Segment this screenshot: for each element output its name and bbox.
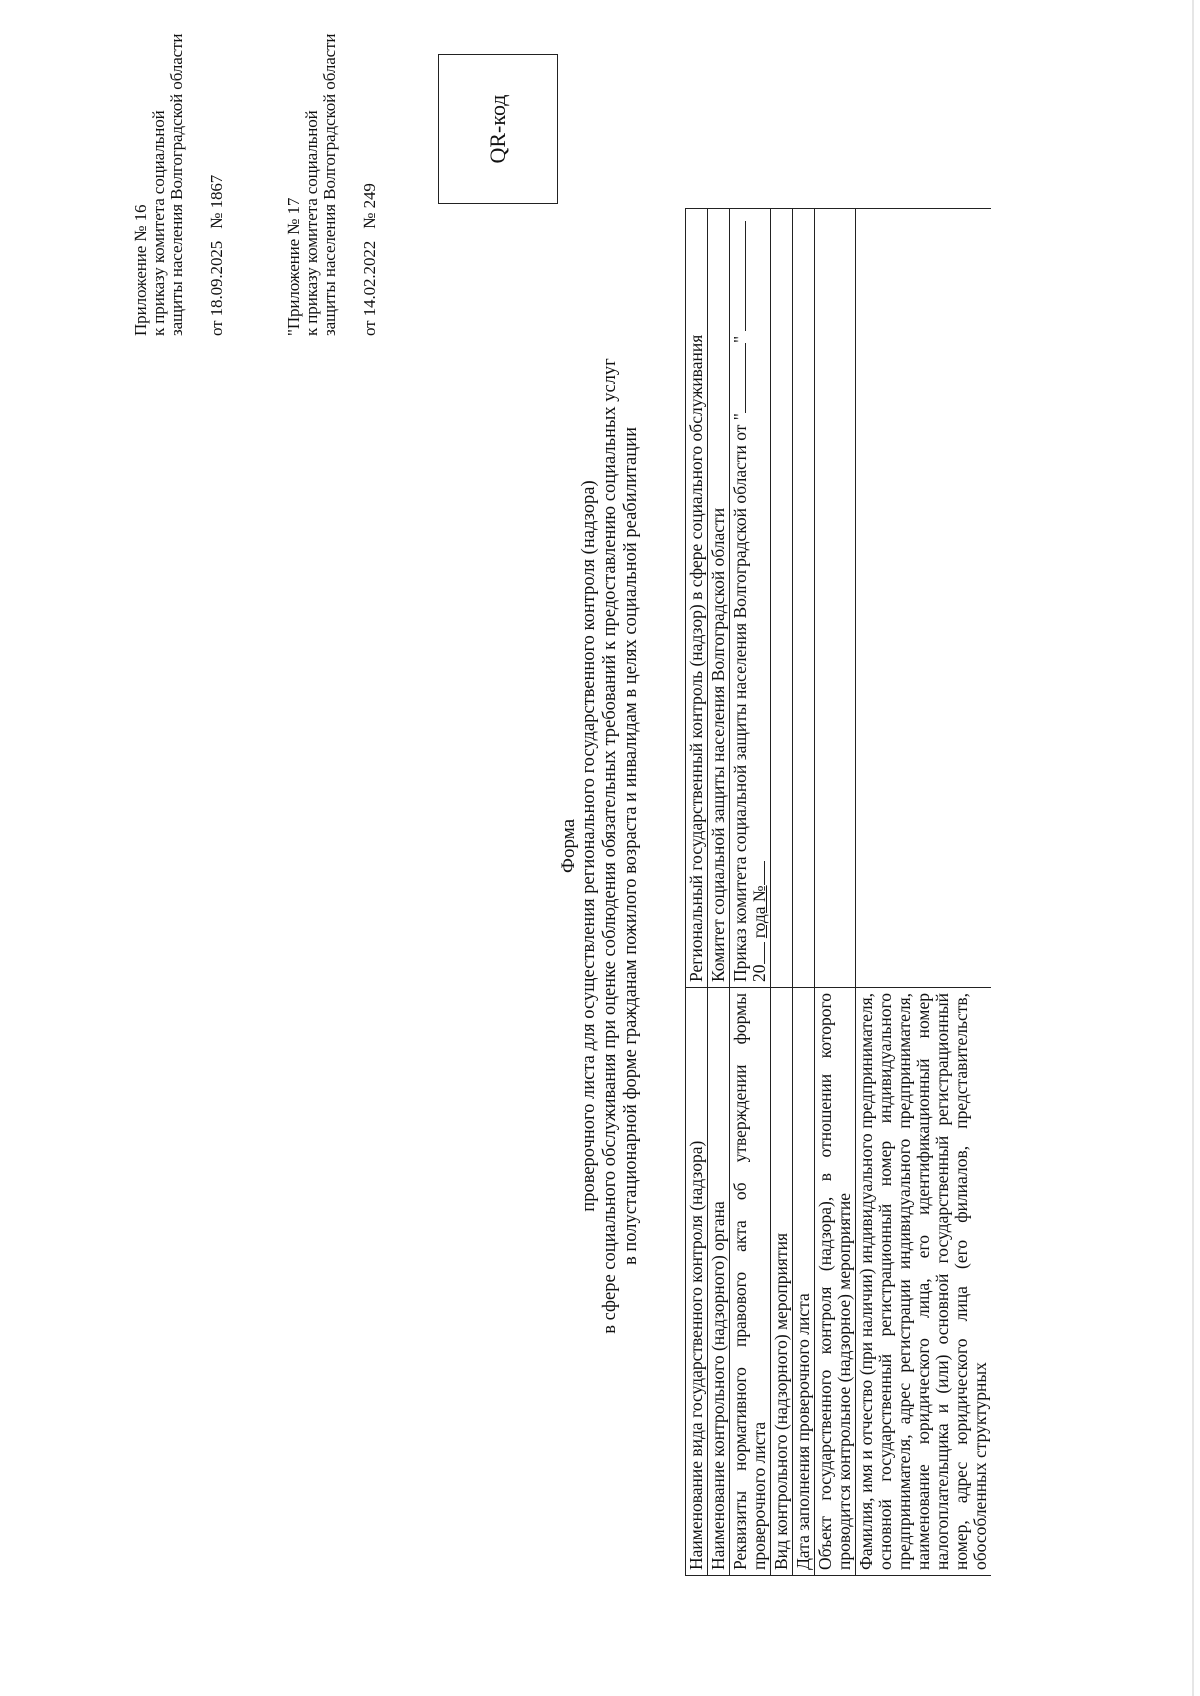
row-value: Региональный государственный контроль (надзор) в сфере социального обслуживания — [686, 209, 708, 988]
appendix-16-title: Приложение № 16 — [131, 204, 150, 336]
order-quote: " — [730, 335, 750, 344]
appendix-16-committee-line: защиты населения Волгоградской области — [167, 33, 186, 336]
number-blank — [750, 861, 765, 885]
appendix-17-committee-line: защиты населения Волгоградской области — [320, 33, 339, 336]
table-row — [771, 209, 793, 1576]
appendix-16-date: от 18.09.2025 — [207, 240, 226, 336]
order-year-prefix: 20 — [749, 964, 769, 982]
row-label: Дата заполнения проверочного листа — [793, 988, 815, 1576]
qr-code-label: QR-код — [485, 94, 510, 164]
form-title-line-3: в полустационарной форме гражданам пожилого возраста и инвалидам в целях социальной реабилитации — [621, 427, 641, 1265]
appendix-17-title: "Приложение № 17 — [284, 197, 303, 336]
table-row — [793, 209, 815, 1576]
table-row — [730, 209, 771, 1576]
table-row — [815, 209, 856, 1576]
form-title — [558, 146, 642, 1546]
form-heading: Форма — [558, 818, 579, 874]
appendix-17-number: № 249 — [360, 183, 379, 229]
row-label: Реквизиты нормативного правового акта об утверждении формы проверочного листа — [730, 988, 771, 1576]
checklist-details-table — [685, 208, 991, 1576]
qr-code-placeholder — [438, 54, 558, 204]
day-blank — [731, 343, 746, 413]
row-value — [856, 209, 992, 988]
appendix-17-date: от 14.02.2022 — [360, 240, 379, 336]
appendix-17-order-line: к приказу комитета социальной — [302, 110, 321, 336]
row-value: Комитет социальной защиты населения Волгоградской области — [708, 209, 730, 988]
table-row — [708, 209, 730, 1576]
appendix-17-date-line — [361, 6, 379, 336]
row-label: Наименование вида государственного контроля (надзора) — [686, 988, 708, 1576]
table-row — [856, 209, 992, 1576]
row-label: Наименование контрольного (надзорного) органа — [708, 988, 730, 1576]
row-label: Вид контрольного (надзорного) мероприятия — [771, 988, 793, 1576]
row-value — [730, 209, 771, 988]
order-number-label: года № — [749, 885, 769, 939]
month-blank — [731, 222, 746, 332]
appendix-16-order-line: к приказу комитета социальной — [149, 110, 168, 336]
row-value — [793, 209, 815, 988]
form-title-line-1: проверочного листа для осуществления регионального государственного контроля (надзора) — [579, 480, 599, 1212]
row-value — [771, 209, 793, 988]
appendix-16-number: № 1867 — [207, 174, 226, 229]
year-blank — [750, 943, 765, 965]
table-row — [686, 209, 708, 1576]
row-value — [815, 209, 856, 988]
row-label: Объект государственного контроля (надзора), в отношении которого проводится контрольное (надзорное) мероприятие — [815, 988, 856, 1576]
order-reference-text: Приказ комитета социальной защиты населения Волгоградской области от " — [730, 413, 750, 982]
row-label: Фамилия, имя и отчество (при наличии) индивидуального предпринимателя, основной государственный регистрационный номер индивидуального предпринимателя, адрес регистрации индивидуального предпринимателя, наименование юридического лица, его идентификационный номер налогоплательщика и (или) основной государственный регистрационный номер, адрес юридического лица (его филиалов, представительств, обособленных структурных — [856, 988, 992, 1576]
form-title-line-2: в сфере социального обслуживания при оценке соблюдения обязательных требований к предоставлению социальных услуг — [600, 358, 620, 1334]
appendix-16-date-line — [208, 6, 226, 336]
appendix-17-header — [285, 6, 379, 336]
appendix-16-header — [132, 6, 226, 336]
